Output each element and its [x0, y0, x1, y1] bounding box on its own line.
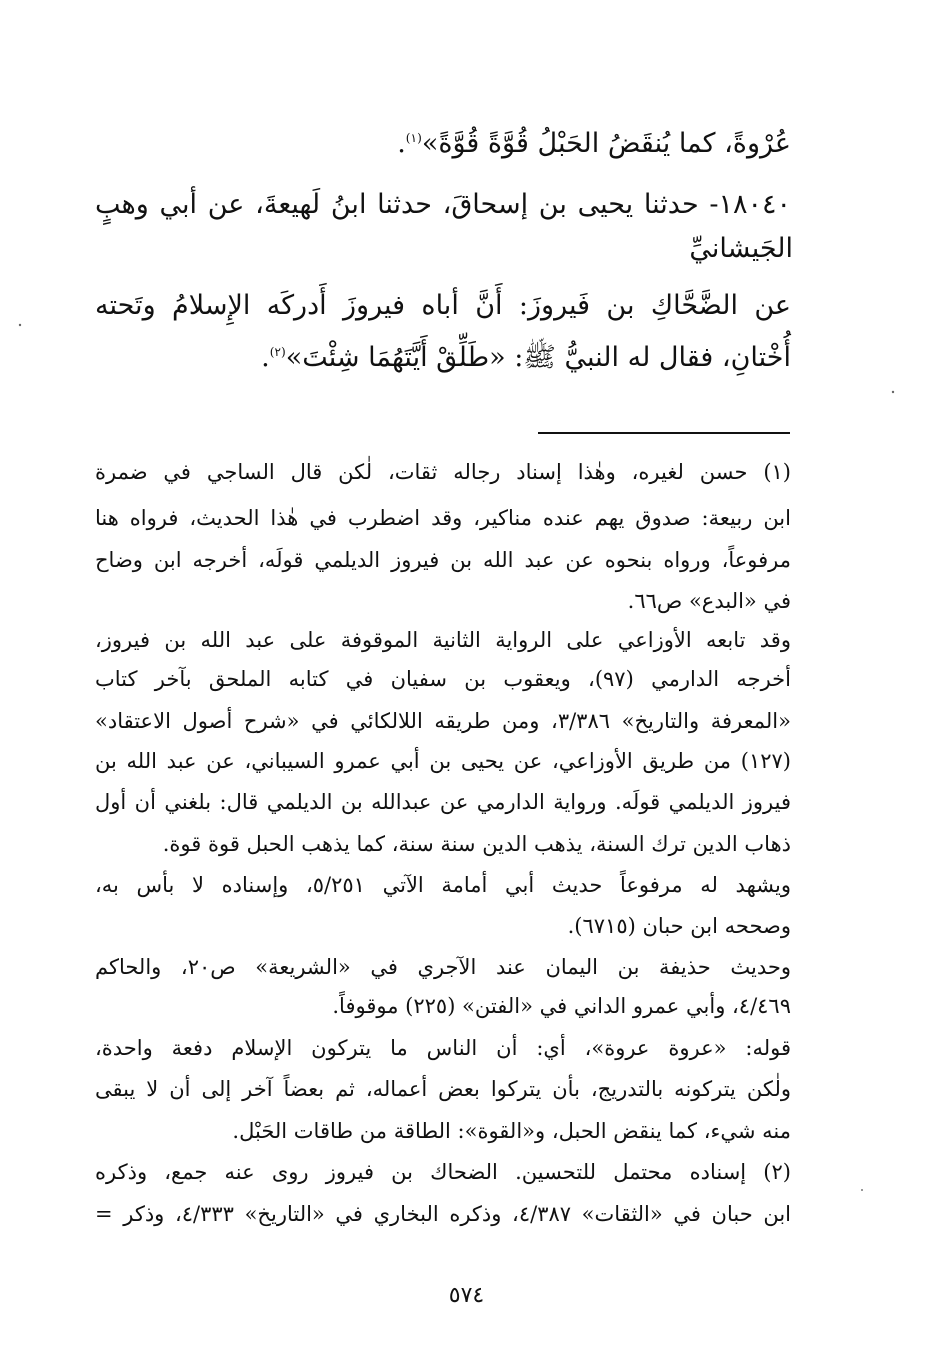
footnote-line-2: ابن ربيعة: صدوق يهم عنده مناكير، وقد اضطرب في هٰذا الحديث، فرواه هنا: [95, 506, 791, 530]
footnote-line-3: مرفوعاً، ورواه بنحوه عن عبد الله بن فيروز الديلمي قولَه، أخرجه ابن وضاح: [95, 548, 791, 572]
scan-speck: [861, 1189, 863, 1191]
page-number: ٥٧٤: [448, 1283, 485, 1308]
footnote-line-19: ابن حبان في «الثقات» ٤/٣٨٧، وذكره البخاري في «التاريخ» ٤/٣٣٣، وذكر =: [95, 1202, 791, 1226]
main-text-line-5-body: أُخْتانِ، فقال له النبيُّ ﷺ: «طَلِّقْ أَيَّتَهُمَا شِئْتَ»: [285, 342, 791, 373]
footnote-ref-1: (١): [405, 131, 422, 145]
main-text-line-3: الجَيشانيِّ: [689, 233, 793, 264]
footnote-line-18: (٢) إسناده محتمل للتحسين. الضحاك بن فيروز روى عنه جمع، وذكره: [95, 1160, 791, 1184]
main-text-line-1-body: عُرْوةً، كما يُنقَضُ الحَبْلُ قُوَّةً قُوَّةً»: [421, 128, 791, 159]
footnote-line-15: قوله: «عروة عروة»، أي: أن الناس ما يتركون الإسلام دفعة واحدة،: [95, 1036, 791, 1060]
scan-speck: [892, 391, 894, 393]
footnote-ref-2: (٢): [269, 345, 286, 359]
footnote-line-14: ٤/٤٦٩، وأبي عمرو الداني في «الفتن» (٢٢٥) موقوفاً.: [332, 994, 791, 1018]
footnote-line-1: (١) حسن لغيره، وهٰذا إسناد رجاله ثقات، لٰكن قال الساجي في ضمرة: [95, 460, 791, 484]
footnote-line-12: وصححه ابن حبان (٦٧١٥).: [567, 914, 791, 938]
scan-speck: [19, 324, 21, 326]
main-text-line-1-end: .: [397, 128, 406, 159]
footnote-line-4: في «البدع» ص٦٦.: [627, 589, 791, 613]
footnote-line-10: ذهاب الدين ترك السنة، يذهب الدين سنة سنة، كما يذهب الحبل قوة قوة.: [162, 832, 791, 856]
main-text-line-4: عن الضَّحَّاكِ بن فَيروزَ: أَنَّ أباه فيروزَ أَدركَه الإِسلامُ وتَحته: [95, 290, 791, 321]
footnote-line-16: ولٰكن يتركونه بالتدريج، بأن يتركوا بعض أعماله، ثم بعضاً آخر إلى أن لا يبقى: [95, 1077, 791, 1101]
main-text-line-5-end: .: [261, 342, 270, 373]
footnote-line-6: أخرجه الدارمي (٩٧)، ويعقوب بن سفيان في كتابه الملحق بآخر كتاب: [95, 667, 791, 691]
footnote-line-13: وحديث حذيفة بن اليمان عند الآجري في «الشريعة» ص٢٠، والحاكم: [95, 955, 791, 979]
footnote-line-11: ويشهد له مرفوعاً حديث أبي أمامة الآتي ٥/٢٥١، وإسناده لا بأس به،: [95, 873, 791, 897]
footnote-line-7: «المعرفة والتاريخ» ٣/٣٨٦، ومن طريقه اللالكائي في «شرح أصول الاعتقاد»: [95, 709, 791, 733]
footnote-line-17: منه شيء، كما ينقض الحبل، و«القوة»: الطاقة من طاقات الحَبْل.: [232, 1119, 791, 1143]
footnote-line-8: (١٢٧) من طريق الأوزاعي، عن يحيى بن أبي عمرو السيباني، عن عبد الله بن: [95, 749, 791, 773]
main-text-line-2: ١٨٠٤٠- حدثنا يحيى بن إسحاقَ، حدثنا ابنُ لَهيعةَ، عن أبي وهبٍ: [95, 189, 791, 220]
footnote-line-5: وقد تابعه الأوزاعي على الرواية الثانية الموقوفة على عبد الله بن فيروز،: [95, 628, 791, 652]
footnote-line-9: فيروز الديلمي قولَه. ورواية الدارمي عن عبدالله بن الديلمي قال: بلغني أن أول: [95, 790, 791, 814]
